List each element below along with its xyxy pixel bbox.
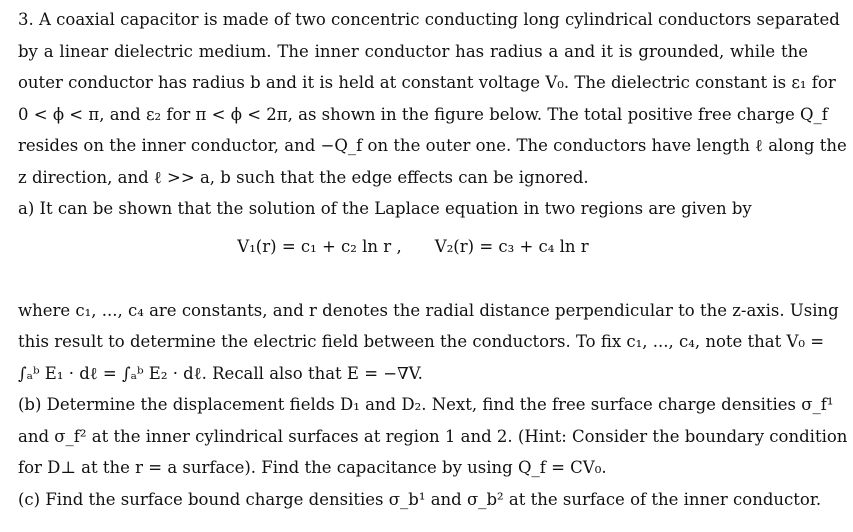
text-line: by a linear dielectric medium. The inner conductor has radius a and it is grounded, while the bbox=[18, 41, 808, 61]
equation-region-1: V₁(r) = c₁ + c₂ ln r , bbox=[237, 236, 402, 256]
laplace-solutions bbox=[18, 227, 808, 267]
text-line: and σ_f² at the inner cylindrical surfaces at region 1 and 2. (Hint: Consider the boundary condition bbox=[18, 426, 848, 446]
text-line: 0 < ϕ < π, and ε₂ for π < ϕ < 2π, as shown in the figure below. The total positive free charge Q_f bbox=[18, 104, 828, 124]
text-line: (b) Determine the displacement fields D₁ and D₂. Next, find the free surface charge densities σ_f¹ bbox=[18, 395, 834, 414]
text-line: ∫ₐᵇ E₁ · dℓ = ∫ₐᵇ E₂ · dℓ. Recall also that E = −∇V. bbox=[18, 363, 423, 383]
text-line: (c) Find the surface bound charge densities σ_b¹ and σ_b² at the surface of the inner conductor. bbox=[18, 489, 822, 509]
text-line: a) It can be shown that the solution of the Laplace equation in two regions are given by bbox=[18, 199, 752, 218]
text-line: z direction, and ℓ >> a, b such that the edge effects can be ignored. bbox=[18, 167, 589, 187]
text-line: resides on the inner conductor, and −Q_f on the outer one. The conductors have length ℓ along the bbox=[18, 136, 847, 155]
text-line: outer conductor has radius b and it is held at constant voltage V₀. The dielectric constant is ε₁ for bbox=[18, 73, 836, 92]
spacer bbox=[18, 267, 808, 295]
text-line: where c₁, ..., c₄ are constants, and r denotes the radial distance perpendicular to the z-axis. Using bbox=[18, 300, 839, 320]
text-line: 3. A coaxial capacitor is made of two concentric conducting long cylindrical conductors separated bbox=[18, 10, 840, 29]
text-line: for D⊥ at the r = a surface). Find the capacitance by using Q_f = CV₀. bbox=[18, 458, 607, 477]
equation-region-2: V₂(r) = c₃ + c₄ ln r bbox=[434, 236, 589, 256]
problem-text bbox=[18, 4, 848, 515]
text-line: this result to determine the electric field between the conductors. To fix c₁, ..., c₄, note that V₀ = bbox=[18, 332, 825, 351]
